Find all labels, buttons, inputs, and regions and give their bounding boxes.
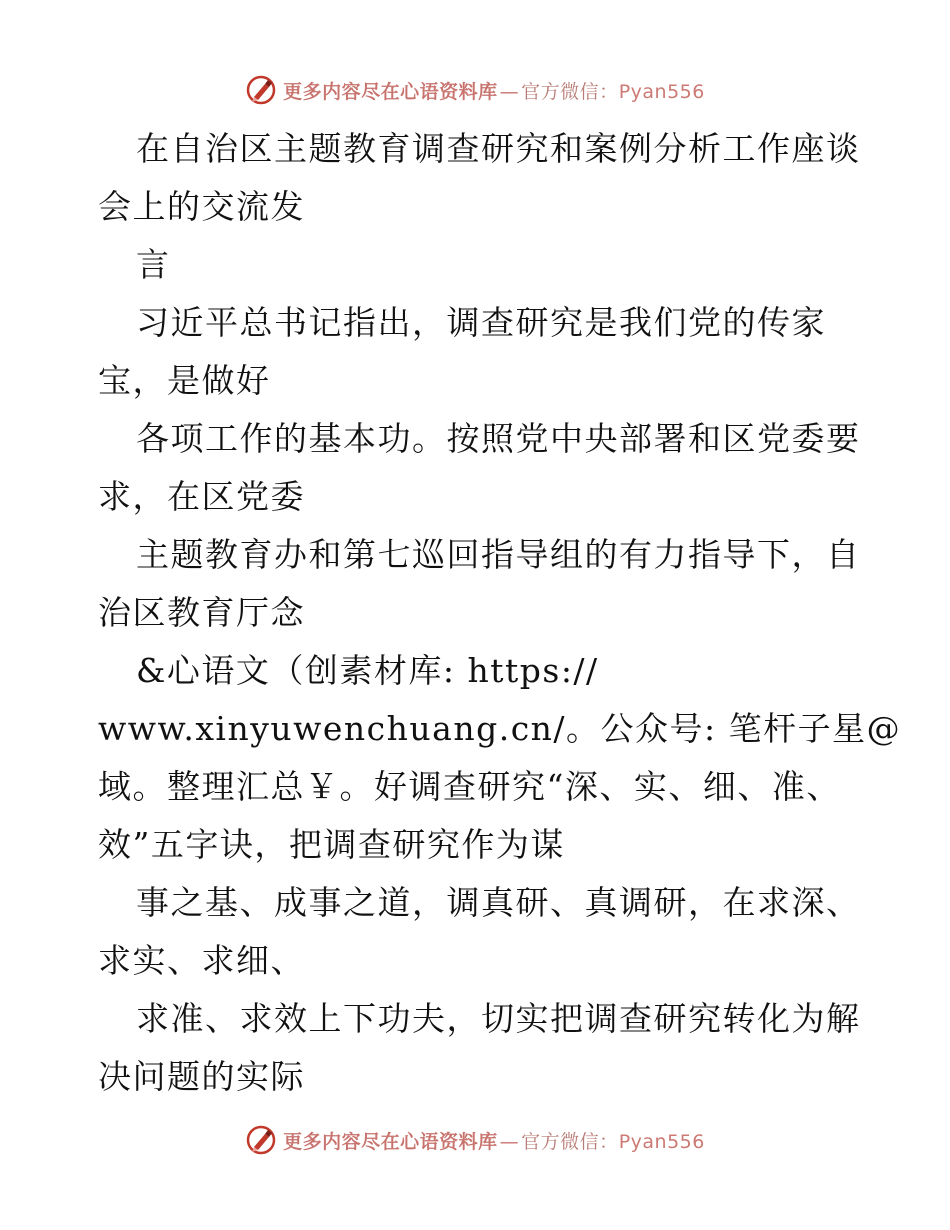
footer-banner-text [283,1127,705,1154]
text-line: 效”五字诀，把调查研究作为谋 [98,825,565,864]
text-line: 求，在区党委 [98,477,305,516]
text-line: 习近平总书记指出，调查研究是我们党的传家 [136,303,826,342]
text-line: www.xinyuwenchuang.cn/。公众号: 笔杆子星@ [98,709,902,748]
text-line: 决问题的实际 [98,1057,305,1096]
footer-banner-main: 更多内容尽在心语资料库 [283,1130,498,1153]
header-banner-wechat-label: 官方微信： [521,80,619,103]
footer-banner-handle: Pyan556 [618,1130,705,1153]
footer-banner-wechat-label: 官方微信： [521,1130,619,1153]
pen-logo-icon [245,1124,277,1156]
text-line: 言 [136,245,171,284]
header-banner-text [283,77,705,104]
footer-banner [0,1120,950,1160]
footer-banner-dash: — [499,1130,520,1153]
header-banner [0,70,950,110]
text-line: 域。整理汇总￥。好调查研究“深、实、细、准、 [98,767,841,806]
text-line: 治区教育厅念 [98,593,305,632]
header-banner-handle: Pyan556 [618,80,705,103]
text-line: &心语文（创素材库: https:// [136,651,599,690]
text-line: 求实、求细、 [98,941,305,980]
text-line: 在自治区主题教育调查研究和案例分析工作座谈 [136,129,861,168]
header-banner-main: 更多内容尽在心语资料库 [283,80,498,103]
text-line: 宝，是做好 [98,361,271,400]
text-line: 事之基、成事之道，调真研、真调研，在求深、 [136,883,861,922]
text-line: 主题教育办和第七巡回指导组的有力指导下，自 [136,535,861,574]
pen-logo-icon [245,74,277,106]
text-line: 会上的交流发 [98,187,305,226]
header-banner-dash: — [499,80,520,103]
text-line: 求准、求效上下功夫，切实把调查研究转化为解 [136,999,861,1038]
text-line: 各项工作的基本功。按照党中央部署和区党委要 [136,419,861,458]
document-body [98,120,902,1106]
